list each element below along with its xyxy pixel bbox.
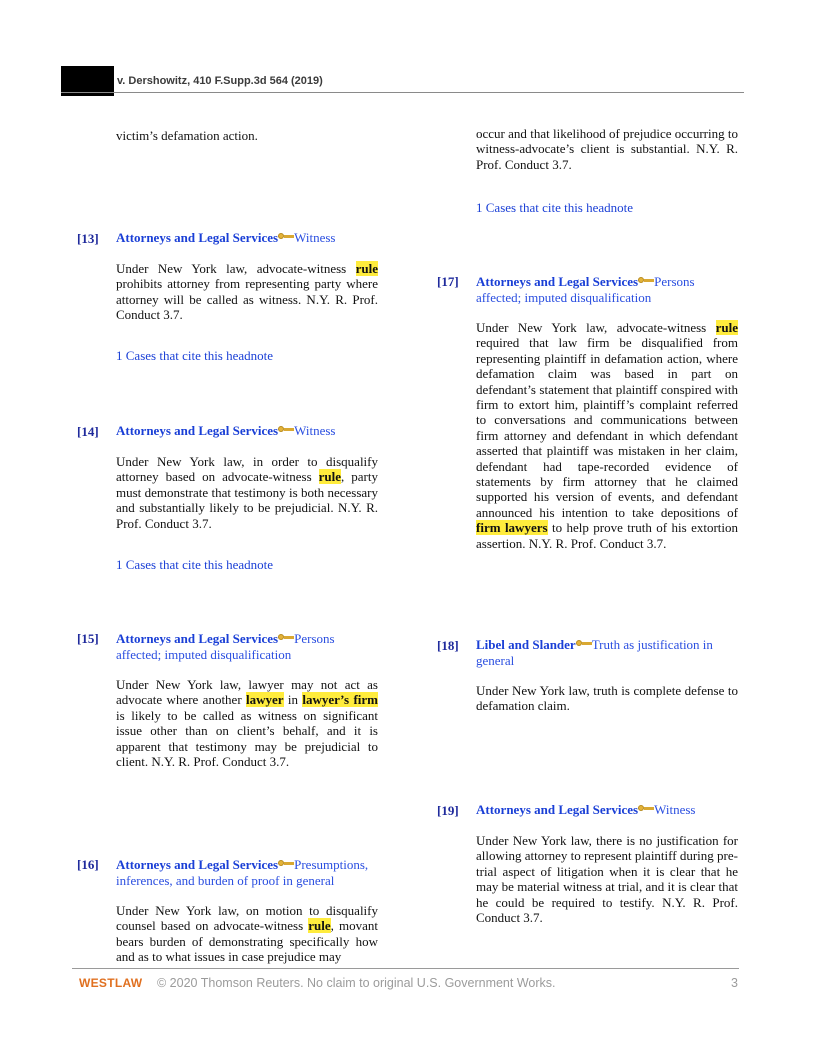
headnote-heading [116, 423, 378, 439]
search-highlight: lawyer’s firm [302, 692, 378, 708]
headnote-heading [476, 802, 738, 818]
search-highlight: rule [318, 469, 342, 485]
headnote-number: [17] [437, 274, 459, 289]
headnote-text [116, 677, 378, 769]
subtopic-link[interactable]: Truth as justification in general [476, 637, 713, 668]
footer-divider [72, 968, 739, 969]
headnote-number: [13] [77, 231, 99, 246]
headnote-number: [16] [77, 857, 99, 872]
text-run: Under New York law, advocate-witness [476, 320, 716, 335]
search-highlight: firm lawyers [476, 520, 548, 536]
westlaw-logo: WESTLAW [79, 976, 143, 990]
key-icon [278, 425, 294, 434]
case-citation-header: v. Dershowitz, 410 F.Supp.3d 564 (2019) [117, 75, 323, 87]
search-highlight: rule [715, 320, 738, 335]
text-run: to help prove truth of his extortion assertion. N.Y. R. Prof. Conduct 3.7. [476, 520, 738, 551]
headnote-heading [116, 631, 378, 663]
subtopic-link[interactable]: Witness [294, 423, 336, 438]
key-icon [638, 804, 654, 813]
topic-link[interactable]: Libel and Slander [476, 637, 576, 652]
subtopic-link[interactable]: Witness [294, 230, 336, 245]
subtopic-link[interactable]: Witness [654, 802, 696, 817]
text-run: is likely to be called as witness on significant issue other than on client’s behalf, and it is apparent that testimony may be prejudicial to client. N.Y. R. Prof. Conduct 3.7. [116, 707, 378, 770]
subtopic-link[interactable]: Presumptions, inferences, and burden of proof in general [116, 857, 369, 888]
headnote-text [116, 903, 378, 965]
text-run: in [283, 692, 303, 708]
copyright-notice: © 2020 Thomson Reuters. No claim to original U.S. Government Works. [157, 976, 556, 990]
headnote-number: [19] [437, 803, 459, 818]
right-continuation-text: occur and that likelihood of prejudice occurring to witness-advocate’s client is substantial. N.Y. R. Prof. Conduct 3.7. [476, 126, 738, 172]
topic-link[interactable]: Attorneys and Legal Services [476, 802, 639, 817]
headnote-heading [476, 274, 738, 306]
text-run: Under New York law, lawyer may not act as advocate where another [116, 677, 378, 708]
headnote-text [476, 320, 738, 551]
topic-link[interactable]: Attorneys and Legal Services [116, 230, 279, 245]
citing-cases-link[interactable]: 1 Cases that cite this headnote [476, 200, 634, 215]
header-divider [61, 92, 744, 93]
search-highlight: lawyer [246, 692, 284, 708]
topic-link[interactable]: Attorneys and Legal Services [116, 631, 279, 646]
headnote-heading [116, 230, 378, 246]
headnote-number: [18] [437, 638, 459, 653]
text-run: , movant bears burden of demonstrating specifically how and as to what issues in case prejudice may [116, 918, 378, 965]
text-run: required that law firm be disqualified from representing plaintiff in defamation action, where defamation claim was based in part on defendant’s statement that plaintiff conspired with firm to extort him, plaintiff’s complaint referred to conversations and communications between firm attorney and defendant in which defendant asserted that plaintiff was mistaken in her claim, defendant had tape-recorded evidence of statements by firm attorney that he claimed supported his version of events, and defendant announced his intention to take depositions of [476, 335, 738, 520]
text-run: Under New York law, advocate-witness [116, 261, 356, 276]
subtopic-link[interactable]: Persons affected; imputed disqualification [116, 631, 335, 662]
topic-link[interactable]: Attorneys and Legal Services [116, 857, 279, 872]
headnote-heading [116, 857, 378, 889]
key-icon [576, 639, 592, 648]
headnote-text: Under New York law, there is no justification for allowing attorney to represent plaintiff during pre-trial aspect of litigation when it is clear that he may be material witness at trial, and it is clear that he could be required to testify. N.Y. R. Prof. Conduct 3.7. [476, 833, 738, 926]
headnote-text [116, 454, 378, 531]
headnote-number: [14] [77, 424, 99, 439]
search-highlight: rule [308, 918, 331, 934]
text-run: , party must demonstrate that testimony is both necessary and substantially likely to be prejudicial. N.Y. R. Prof. Conduct 3.7. [116, 469, 378, 531]
headnote-number: [15] [77, 631, 99, 646]
page-number: 3 [731, 976, 738, 990]
headnote-text: Under New York law, truth is complete defense to defamation claim. [476, 683, 738, 714]
citing-cases-link[interactable]: 1 Cases that cite this headnote [116, 557, 274, 572]
topic-link[interactable]: Attorneys and Legal Services [476, 274, 639, 289]
left-continuation-text: victim’s defamation action. [116, 128, 258, 143]
headnote-text [116, 261, 378, 323]
headnote-heading [476, 637, 738, 669]
text-run: Under New York law, in order to disqualify attorney based on advocate-witness [116, 454, 378, 485]
key-icon [278, 859, 294, 868]
topic-link[interactable]: Attorneys and Legal Services [116, 423, 279, 438]
key-icon [278, 633, 294, 642]
key-icon [638, 276, 654, 285]
citing-cases-link[interactable]: 1 Cases that cite this headnote [116, 348, 274, 363]
text-run: prohibits attorney from representing party where attorney will be called as witness. N.Y. R. Prof. Conduct 3.7. [116, 276, 378, 323]
key-icon [278, 232, 294, 241]
search-highlight: rule [355, 261, 378, 276]
subtopic-link[interactable]: Persons affected; imputed disqualification [476, 274, 695, 305]
text-run: Under New York law, on motion to disqualify counsel based on advocate-witness [116, 903, 378, 934]
